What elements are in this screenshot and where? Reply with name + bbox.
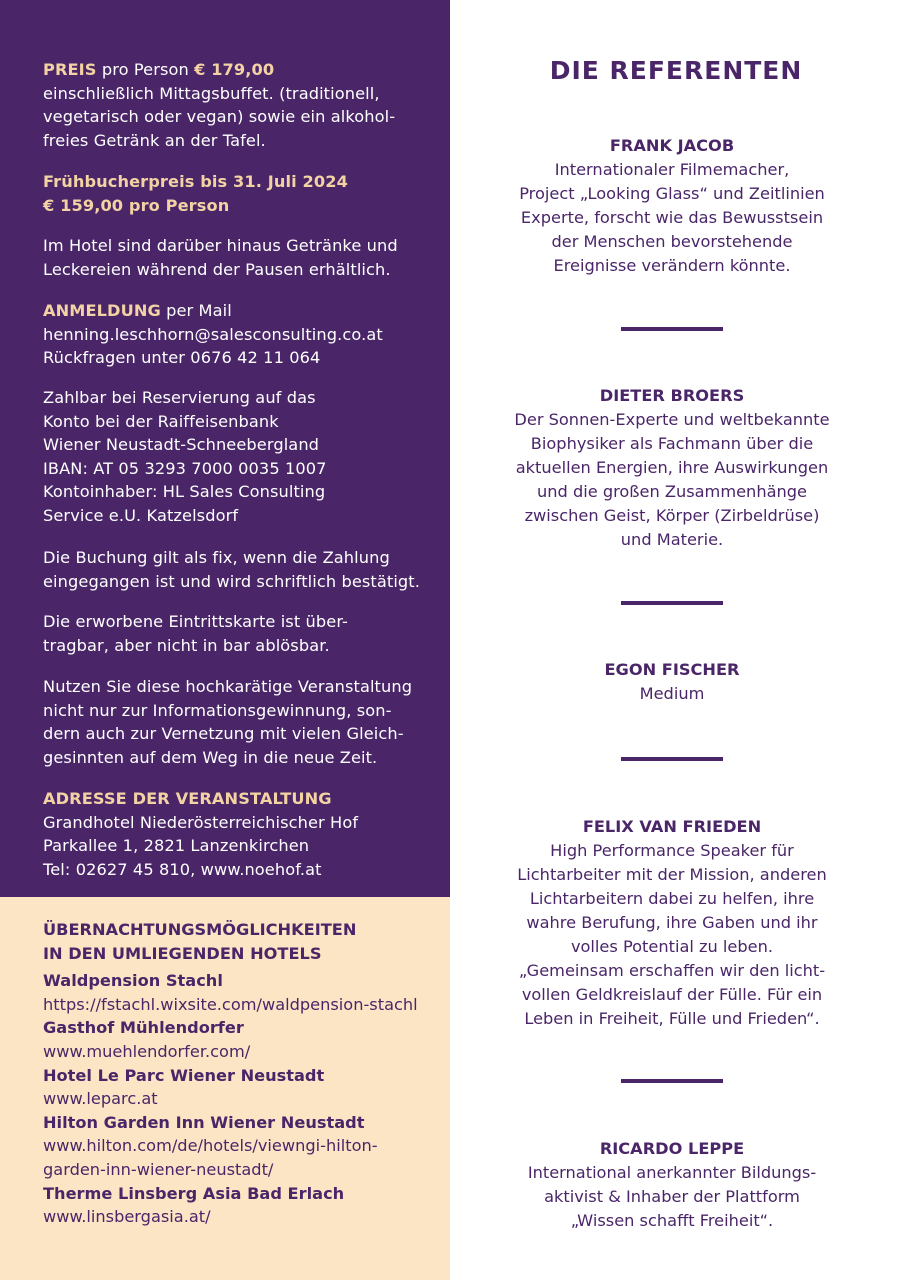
early-bird-line: € 159,00 pro Person	[43, 195, 230, 215]
speaker-desc: Project „Looking Glass“ und Zeitlinien	[519, 184, 825, 203]
payment-line: IBAN: AT 05 3293 7000 0035 1007	[43, 458, 327, 478]
price-amount: € 179,00	[194, 60, 275, 79]
speaker-desc: Lichtarbeitern dabei zu helfen, ihre	[529, 889, 815, 908]
address-line[interactable]: Tel: 02627 45 810, www.noehof.at	[43, 859, 322, 879]
network-line: nicht nur zur Informationsgewinnung, son-	[43, 700, 392, 720]
speaker-desc: Lichtarbeiter mit der Mission, anderen	[517, 865, 827, 884]
hotel-name: Waldpension Stachl	[43, 971, 223, 991]
price-block	[43, 58, 443, 152]
speaker-desc: „Wissen schafft Freiheit“.	[570, 1211, 774, 1230]
speaker-name: RICARDO LEPPE	[599, 1139, 745, 1158]
speaker-frank-jacob	[450, 134, 894, 278]
address-block	[43, 787, 443, 881]
booking-block	[43, 546, 443, 593]
speaker-desc: und die großen Zusammenhänge	[537, 482, 807, 501]
hotel-url[interactable]: garden-inn-wiener-neustadt/	[43, 1159, 274, 1179]
hotel-name: Hilton Garden Inn Wiener Neustadt	[43, 1112, 365, 1132]
hotel-name: Gasthof Mühlendorfer	[43, 1018, 244, 1038]
hotel-url[interactable]: https://fstachl.wixsite.com/waldpension-stachl	[43, 994, 418, 1014]
hotel-url[interactable]: www.hilton.com/de/hotels/viewngi-hilton-	[43, 1136, 378, 1156]
speaker-desc: vollen Geldkreislauf der Fülle. Für ein	[521, 985, 823, 1004]
speaker-divider	[621, 327, 723, 331]
hotel-name: Hotel Le Parc Wiener Neustadt	[43, 1065, 325, 1085]
speaker-egon-fischer	[450, 658, 894, 706]
booking-line: Die Buchung gilt als fix, wenn die Zahlung	[43, 548, 390, 567]
speaker-desc: Ereignisse verändern könnte.	[553, 256, 791, 275]
speaker-felix-van-frieden	[450, 815, 894, 1031]
accommodation-heading: IN DEN UMLIEGENDEN HOTELS	[43, 943, 322, 963]
speaker-name: DIETER BROERS	[599, 386, 745, 405]
early-bird-line: Frühbucherpreis bis 31. Juli 2024	[43, 172, 348, 191]
price-line: vegetarisch oder vegan) sowie ein alkohol-	[43, 107, 396, 127]
speaker-desc: der Menschen bevorstehende	[551, 232, 793, 251]
payment-line: Kontoinhaber: HL Sales Consulting	[43, 482, 326, 502]
speaker-desc: „Gemeinsam erschaffen wir den licht-	[518, 961, 826, 980]
hotel-url[interactable]: www.linsbergasia.at/	[43, 1207, 211, 1227]
payment-line: Zahlbar bei Reservierung auf das	[43, 388, 316, 407]
speaker-desc: und Materie.	[620, 530, 724, 549]
accommodation-heading: ÜBERNACHTUNGSMÖGLICHKEITEN	[43, 920, 357, 939]
speaker-desc: Medium	[639, 684, 705, 703]
accommodation-list	[43, 918, 443, 1229]
speaker-desc: Der Sonnen-Experte und weltbekannte	[514, 410, 830, 429]
hotel-info-line: Im Hotel sind darüber hinaus Getränke und	[43, 236, 398, 255]
speaker-desc: High Performance Speaker für	[550, 841, 794, 860]
speaker-divider	[621, 757, 723, 761]
speaker-name: FELIX VAN FRIEDEN	[582, 817, 762, 836]
early-bird-block	[43, 170, 443, 217]
registration-text: per Mail	[160, 301, 232, 320]
speaker-desc: aktuellen Energien, ihre Auswirkungen	[515, 458, 829, 477]
address-line: Grandhotel Niederösterreichischer Hof	[43, 812, 359, 832]
payment-line: Service e.U. Katzelsdorf	[43, 505, 239, 525]
registration-email[interactable]: henning.leschhorn@salesconsulting.co.at	[43, 324, 383, 344]
hotel-info-block	[43, 234, 443, 281]
price-line: freies Getränk an der Tafel.	[43, 130, 266, 150]
speaker-divider	[621, 601, 723, 605]
address-label: ADRESSE DER VERANSTALTUNG	[43, 789, 332, 808]
booking-line: eingegangen ist und wird schriftlich bestätigt.	[43, 571, 420, 591]
ticket-block	[43, 610, 443, 657]
payment-line: Wiener Neustadt-Schneebergland	[43, 435, 320, 455]
payment-line: Konto bei der Raiffeisenbank	[43, 411, 279, 431]
speaker-desc: volles Potential zu leben.	[570, 937, 774, 956]
ticket-line: tragbar, aber nicht in bar ablösbar.	[43, 635, 330, 655]
registration-phone: Rückfragen unter 0676 42 11 064	[43, 348, 321, 368]
network-line: dern auch zur Vernetzung mit vielen Gleich-	[43, 724, 404, 744]
speaker-desc: zwischen Geist, Körper (Zirbeldrüse)	[524, 506, 820, 525]
registration-block	[43, 299, 443, 370]
hotel-info-line: Leckereien während der Pausen erhältlich.	[43, 259, 391, 279]
network-line: Nutzen Sie diese hochkarätige Veranstaltung	[43, 677, 413, 696]
speaker-desc: Internationaler Filmemacher,	[554, 160, 790, 179]
speaker-divider	[621, 1079, 723, 1083]
speaker-desc: wahre Berufung, ihre Gaben und ihr	[526, 913, 818, 932]
payment-block	[43, 386, 443, 528]
price-label: PREIS	[43, 60, 97, 79]
address-line: Parkallee 1, 2821 Lanzenkirchen	[43, 836, 310, 856]
ticket-line: Die erworbene Eintrittskarte ist über-	[43, 612, 348, 631]
network-block	[43, 675, 443, 769]
speaker-desc: aktivist & Inhaber der Plattform	[544, 1187, 800, 1206]
hotel-url[interactable]: www.muehlendorfer.com/	[43, 1041, 251, 1061]
registration-label: ANMELDUNG	[43, 301, 161, 320]
speaker-ricardo-leppe	[450, 1137, 894, 1233]
speaker-desc: Experte, forscht wie das Bewusstsein	[520, 208, 824, 227]
speakers-title: DIE REFERENTEN	[549, 56, 803, 85]
price-text: pro Person	[96, 60, 195, 79]
speaker-name: EGON FISCHER	[604, 660, 740, 679]
speaker-desc: Biophysiker als Fachmann über die	[530, 434, 814, 453]
speaker-desc: Leben in Freiheit, Fülle und Frieden“.	[524, 1009, 820, 1028]
price-line: einschließlich Mittagsbuffet. (traditionell,	[43, 83, 380, 103]
network-line: gesinnten auf dem Weg in die neue Zeit.	[43, 747, 378, 767]
hotel-url[interactable]: www.leparc.at	[43, 1089, 158, 1109]
hotel-name: Therme Linsberg Asia Bad Erlach	[43, 1183, 345, 1203]
speaker-dieter-broers	[450, 384, 894, 552]
speaker-desc: International anerkannter Bildungs-	[527, 1163, 817, 1182]
speaker-name: FRANK JACOB	[609, 136, 735, 155]
